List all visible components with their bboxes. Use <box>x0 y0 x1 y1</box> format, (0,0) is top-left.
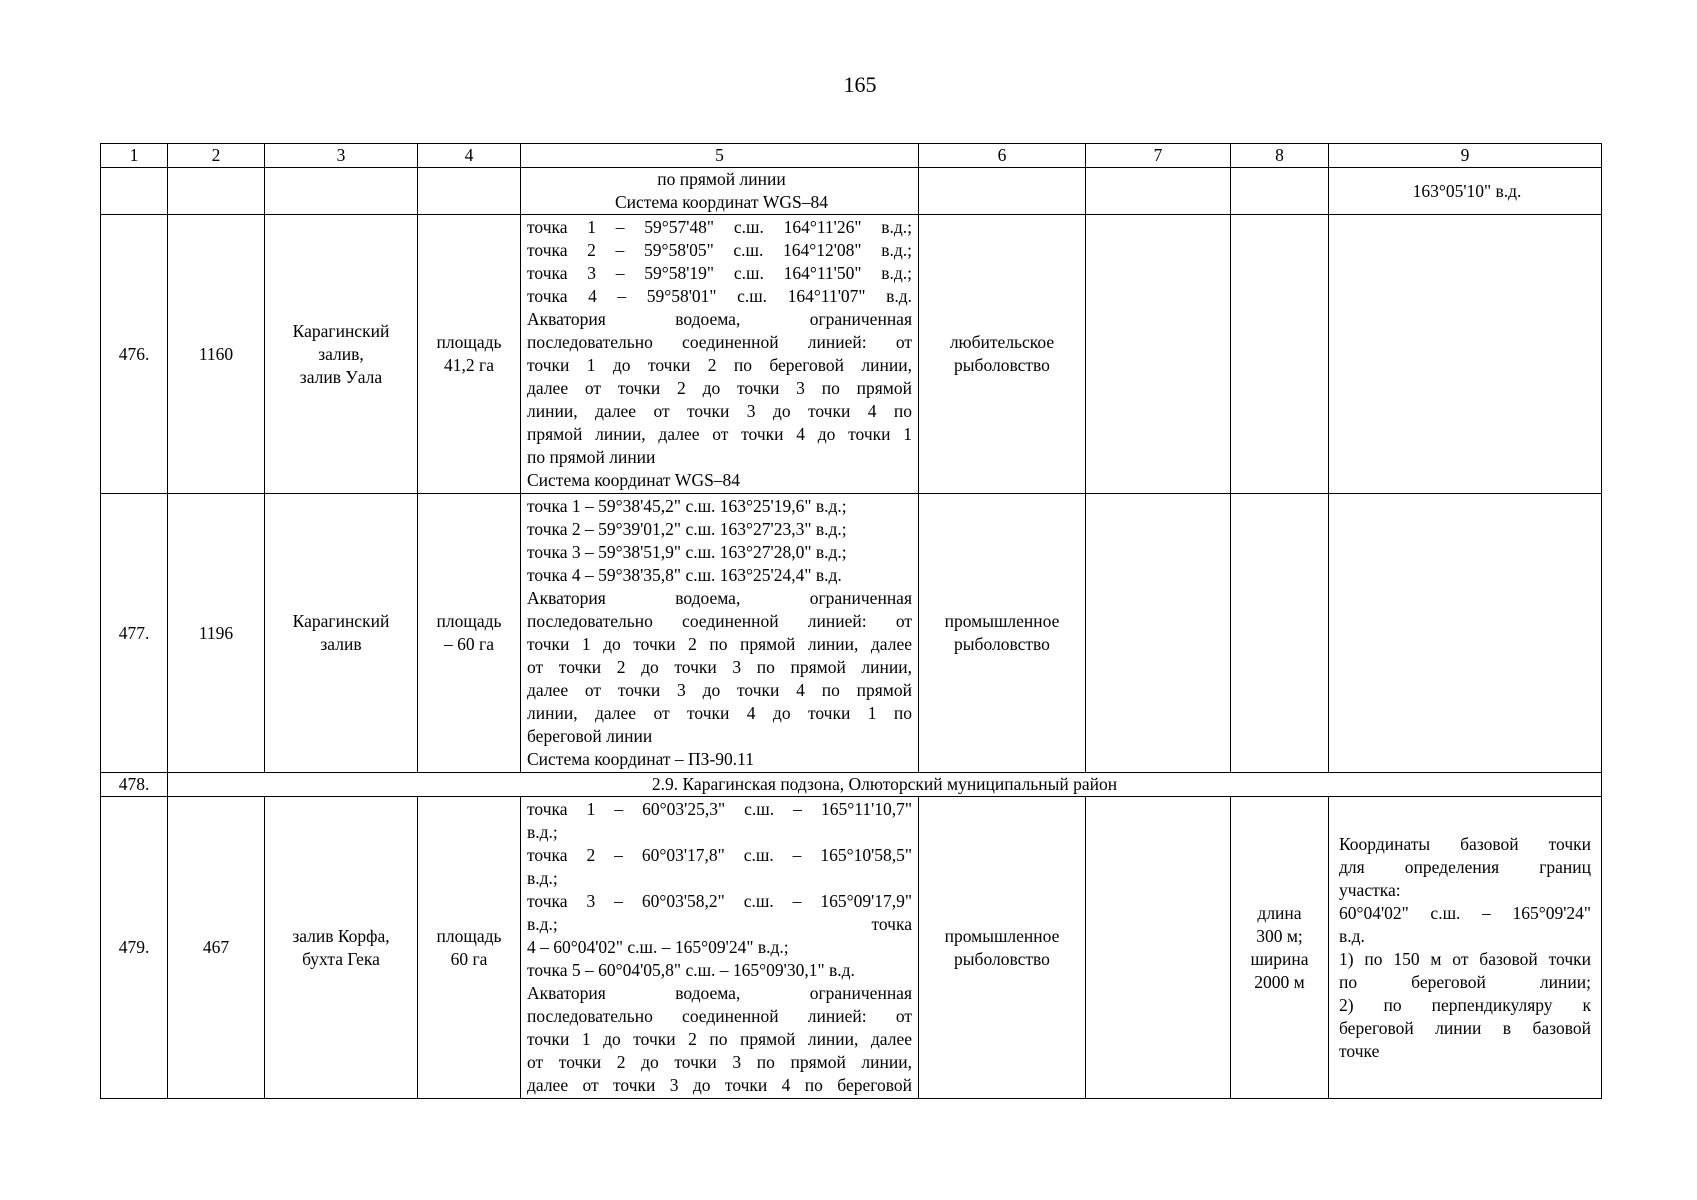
text-line: залив <box>320 634 362 654</box>
boundary-description <box>521 797 919 1099</box>
water-body-name <box>265 797 418 1099</box>
text-line: точка 3 – 60°03'58,2" с.ш. – 165°09'17,9" <box>527 891 912 911</box>
text-line: точка 4 – 59°38'35,8" с.ш. 163°25'24,4" в.д. <box>527 565 842 585</box>
text-line: промышленное <box>944 611 1060 631</box>
text-line: Система координат WGS–84 <box>527 470 741 490</box>
water-body-name <box>265 494 418 773</box>
text-line: Акватория водоема, ограниченная <box>527 309 912 329</box>
text-line: 4 – 60°04'02" с.ш. – 165°09'24" в.д.; <box>527 937 789 957</box>
text-line: точка 5 – 60°04'05,8" с.ш. – 165°09'30,1" в.д. <box>527 960 855 980</box>
column-header: 7 <box>1086 144 1231 168</box>
text-line: Система координат WGS–84 <box>614 192 829 212</box>
text-line: Карагинский <box>292 611 390 631</box>
text-line: последовательно соединенной линией: от <box>527 332 912 352</box>
text-line: для определения границ <box>1339 856 1591 877</box>
text-line: 41,2 га <box>444 355 494 375</box>
column-header: 2 <box>168 144 265 168</box>
text-line: Координаты базовой точки <box>1339 833 1591 854</box>
text-line: любительское <box>949 332 1055 352</box>
text-line: точки 1 до точки 2 по прямой линии, далее <box>527 1029 912 1049</box>
table-row <box>101 215 1602 494</box>
text-line: по береговой линии; <box>1339 971 1591 992</box>
text-line: последовательно соединенной линией: от <box>527 1006 912 1026</box>
column-number-row <box>101 144 1602 168</box>
text-line: далее от точки 3 до точки 4 по прямой <box>527 680 912 700</box>
text-line: точка 3 – 59°38'51,9" с.ш. 163°27'28,0" в.д.; <box>527 542 847 562</box>
boundary-description <box>521 168 919 215</box>
text-line: площадь <box>436 611 502 631</box>
text-line: в.д.; <box>527 868 558 888</box>
text-line: промышленное <box>944 925 1060 946</box>
section-title: 2.9. Карагинская подзона, Олюторский муниципальный район <box>168 773 1602 797</box>
boundary-description <box>521 494 919 773</box>
text-line: в.д.; <box>527 822 558 842</box>
row-number: 479. <box>101 797 168 1099</box>
text-line: Система координат – ПЗ-90.11 <box>527 749 755 769</box>
text-line: точка 2 – 59°39'01,2" с.ш. 163°27'23,3" в.д.; <box>527 519 847 539</box>
section-row <box>101 773 1602 797</box>
text-line: линии, далее от точки 3 до точки 4 по <box>527 401 912 421</box>
text-line: последовательно соединенной линией: от <box>527 611 912 631</box>
text-line: 300 м; <box>1256 925 1303 946</box>
site-area <box>418 797 521 1099</box>
text-line: рыболовство <box>954 634 1050 654</box>
site-code: 1196 <box>168 494 265 773</box>
text-line: в.д.; точка <box>527 914 912 934</box>
text-line: ширина <box>1250 948 1309 969</box>
notes-cell: 163°05'10" в.д. <box>1329 168 1602 215</box>
text-line: по прямой линии <box>657 169 786 189</box>
text-line: прямой линии, далее от точки 4 до точки 1 <box>527 424 912 444</box>
notes-cell <box>1329 797 1602 1099</box>
water-body-name <box>265 215 418 494</box>
text-line: Акватория водоема, ограниченная <box>527 588 912 608</box>
boundary-description <box>521 215 919 494</box>
text-line: точка 1 – 59°57'48" с.ш. 164°11'26" в.д.; <box>527 217 912 237</box>
text-line: точка 2 – 60°03'17,8" с.ш. – 165°10'58,5" <box>527 845 912 865</box>
text-line: 2000 м <box>1254 971 1305 992</box>
column-header: 9 <box>1329 144 1602 168</box>
site-code: 467 <box>168 797 265 1099</box>
text-line: залив, <box>318 343 364 364</box>
text-line: точки 1 до точки 2 по береговой линии, <box>527 355 912 375</box>
text-line: береговой линии <box>527 726 653 746</box>
text-line: участка: <box>1339 879 1401 900</box>
column-header: 5 <box>521 144 919 168</box>
text-line: длина <box>1257 902 1302 923</box>
text-line: площадь <box>436 925 502 946</box>
column-header: 8 <box>1231 144 1329 168</box>
text-line: – 60 га <box>444 634 494 654</box>
site-area <box>418 215 521 494</box>
fishing-sites-table <box>100 143 1602 1099</box>
column-header: 4 <box>418 144 521 168</box>
text-line: 1) по 150 м от базовой точки <box>1339 948 1591 969</box>
text-line: от точки 2 до точки 3 по прямой линии, <box>527 1052 912 1072</box>
text-line: по прямой линии <box>527 447 656 467</box>
text-line: 60°04'02" с.ш. – 165°09'24" <box>1339 902 1591 923</box>
text-line: точка 2 – 59°58'05" с.ш. 164°12'08" в.д.; <box>527 240 912 260</box>
text-line: линии, далее от точки 4 до точки 1 по <box>527 703 912 723</box>
page-number: 165 <box>843 72 877 97</box>
text-line: точка 3 – 59°58'19" с.ш. 164°11'50" в.д.; <box>527 263 912 283</box>
column-header: 1 <box>101 144 168 168</box>
text-line: залив Уала <box>299 366 383 387</box>
text-line: площадь <box>436 332 502 352</box>
table-row <box>101 797 1602 1099</box>
text-line: Карагинский <box>292 320 390 341</box>
text-line: береговой линии в базовой <box>1339 1017 1591 1038</box>
row-number: 477. <box>101 494 168 773</box>
text-line: бухта Гека <box>302 948 380 969</box>
text-line: 60 га <box>450 948 488 969</box>
table-row <box>101 168 1602 215</box>
table-row <box>101 494 1602 773</box>
text-line: точка 1 – 59°38'45,2" с.ш. 163°25'19,6" в.д.; <box>527 496 847 516</box>
text-line: точки 1 до точки 2 по прямой линии, далее <box>527 634 912 654</box>
usage-type <box>919 215 1086 494</box>
text-line: точка 4 – 59°58'01" с.ш. 164°11'07" в.д. <box>527 286 912 306</box>
column-header: 6 <box>919 144 1086 168</box>
text-line: точке <box>1339 1040 1380 1061</box>
text-line: залив Корфа, <box>292 925 390 946</box>
site-dimensions <box>1231 797 1329 1099</box>
text-line: Акватория водоема, ограниченная <box>527 983 912 1003</box>
text-line: далее от точки 2 до точки 3 по прямой <box>527 378 912 398</box>
column-header: 3 <box>265 144 418 168</box>
text-line: 2) по перпендикуляру к <box>1339 994 1591 1015</box>
text-line: рыболовство <box>954 948 1050 969</box>
row-number: 478. <box>101 773 168 797</box>
site-area <box>418 494 521 773</box>
text-line: от точки 2 до точки 3 по прямой линии, <box>527 657 912 677</box>
usage-type <box>919 494 1086 773</box>
text-line: точка 1 – 60°03'25,3" с.ш. – 165°11'10,7" <box>527 799 912 819</box>
site-code: 1160 <box>168 215 265 494</box>
row-number: 476. <box>101 215 168 494</box>
text-line: в.д. <box>1339 925 1365 946</box>
usage-type <box>919 797 1086 1099</box>
text-line: рыболовство <box>954 355 1050 375</box>
text-line: далее от точки 3 до точки 4 по береговой <box>527 1075 912 1095</box>
